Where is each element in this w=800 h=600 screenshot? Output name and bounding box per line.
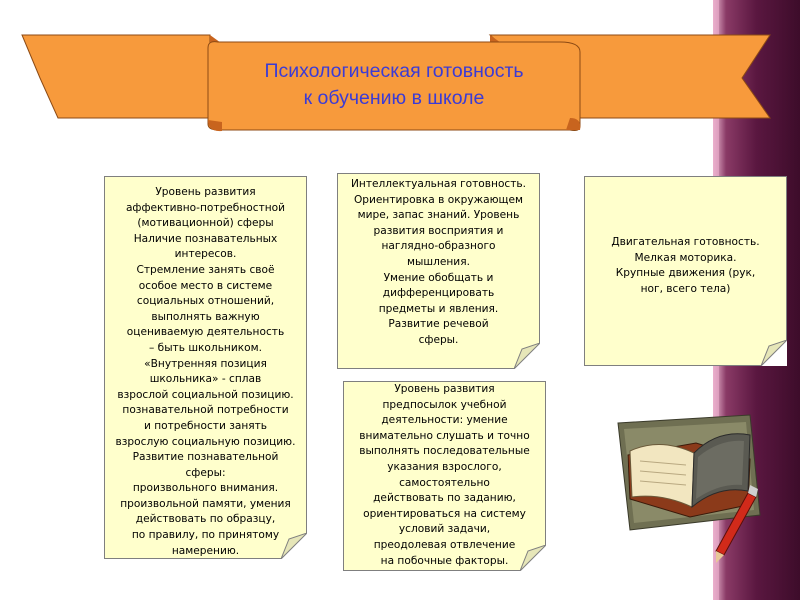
page-curl-icon bbox=[520, 545, 546, 571]
note-learning-prerequisites bbox=[343, 381, 546, 571]
note-text: Уровень развития аффективно-потребностной (мотивационной) сферы Наличие познавательных интересов. Стремление занять своё особое место в системе социальных отношений, выполнять важную оцениваемую деятельность – быть школьником. «Внутренняя позиция школьника» - сплав взрослой социальной позицию. познавательной потребности и потребности занять взрослую социальную позицию. Развитие познавательной сферы: произвольного внимания. произвольной памяти, умения действовать по образцу, по правилу, по принятому намерению. bbox=[115, 186, 296, 557]
note-motivational-readiness bbox=[104, 176, 307, 559]
note-text: Интеллектуальная готовность. Ориентировка в окружающем мире, запас знаний. Уровень развития восприятия и наглядно-образного мышления. Умение обобщать и дифференцировать предметы и явления. Развитие речевой сферы. bbox=[350, 178, 527, 346]
page-curl-icon bbox=[514, 343, 540, 369]
note-intellectual-readiness bbox=[337, 173, 540, 369]
open-book-icon bbox=[600, 395, 790, 565]
note-motor-readiness bbox=[584, 176, 787, 366]
note-text: Двигательная готовность. Мелкая моторика. Крупные движения (рук, ног, всего тела) bbox=[611, 236, 760, 295]
note-text: Уровень развития предпосылок учебной деятельности: умение внимательно слушать и точно выполнять последовательные указания взрослого, самостоятельно действовать по заданию, ориентироваться на систему условий задачи, преодолевая отвлечение на побочные факторы. bbox=[359, 383, 530, 567]
page-title: Психологическая готовность к обучению в школе bbox=[264, 60, 524, 109]
page-curl-icon bbox=[761, 340, 787, 366]
page-curl-icon bbox=[281, 533, 307, 559]
